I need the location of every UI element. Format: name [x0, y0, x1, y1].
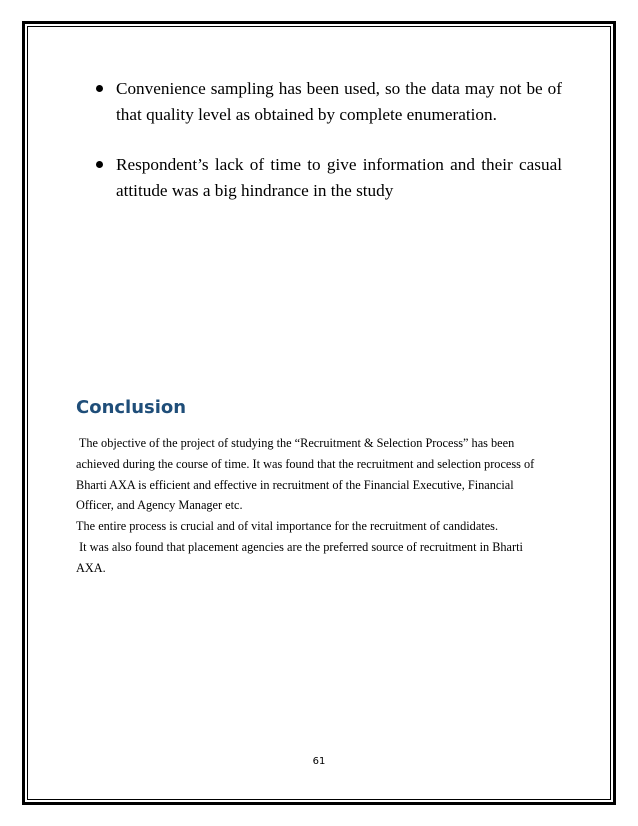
- bullet-item: [88, 76, 562, 128]
- bullet-text: Respondent’s lack of time to give information and their casual attitude was a big hindrance in the study: [116, 155, 562, 200]
- bullet-dot-icon: [96, 161, 103, 168]
- page-number: 61: [312, 756, 326, 767]
- bullet-item: [88, 152, 562, 204]
- conclusion-line: Officer, and Agency Manager etc.: [76, 498, 243, 513]
- conclusion-heading: Conclusion: [76, 397, 187, 418]
- conclusion-line: The entire process is crucial and of vital importance for the recruitment of candidates.: [76, 519, 499, 534]
- bullet-text: Convenience sampling has been used, so the data may not be of that quality level as obtained by complete enumeration.: [116, 79, 562, 124]
- bullet-list: [88, 76, 562, 204]
- conclusion-line: AXA.: [76, 560, 106, 575]
- conclusion-body: [76, 433, 576, 579]
- conclusion-line: It was also found that placement agencies are the preferred source of recruitment in Bharti: [76, 539, 523, 554]
- bullet-dot-icon: [96, 85, 103, 92]
- conclusion-line: Bharti AXA is efficient and effective in recruitment of the Financial Executive, Financial: [76, 477, 514, 492]
- conclusion-line: achieved during the course of time. It was found that the recruitment and selection process of: [76, 456, 535, 471]
- conclusion-line: The objective of the project of studying the “Recruitment & Selection Process” has been: [76, 436, 515, 450]
